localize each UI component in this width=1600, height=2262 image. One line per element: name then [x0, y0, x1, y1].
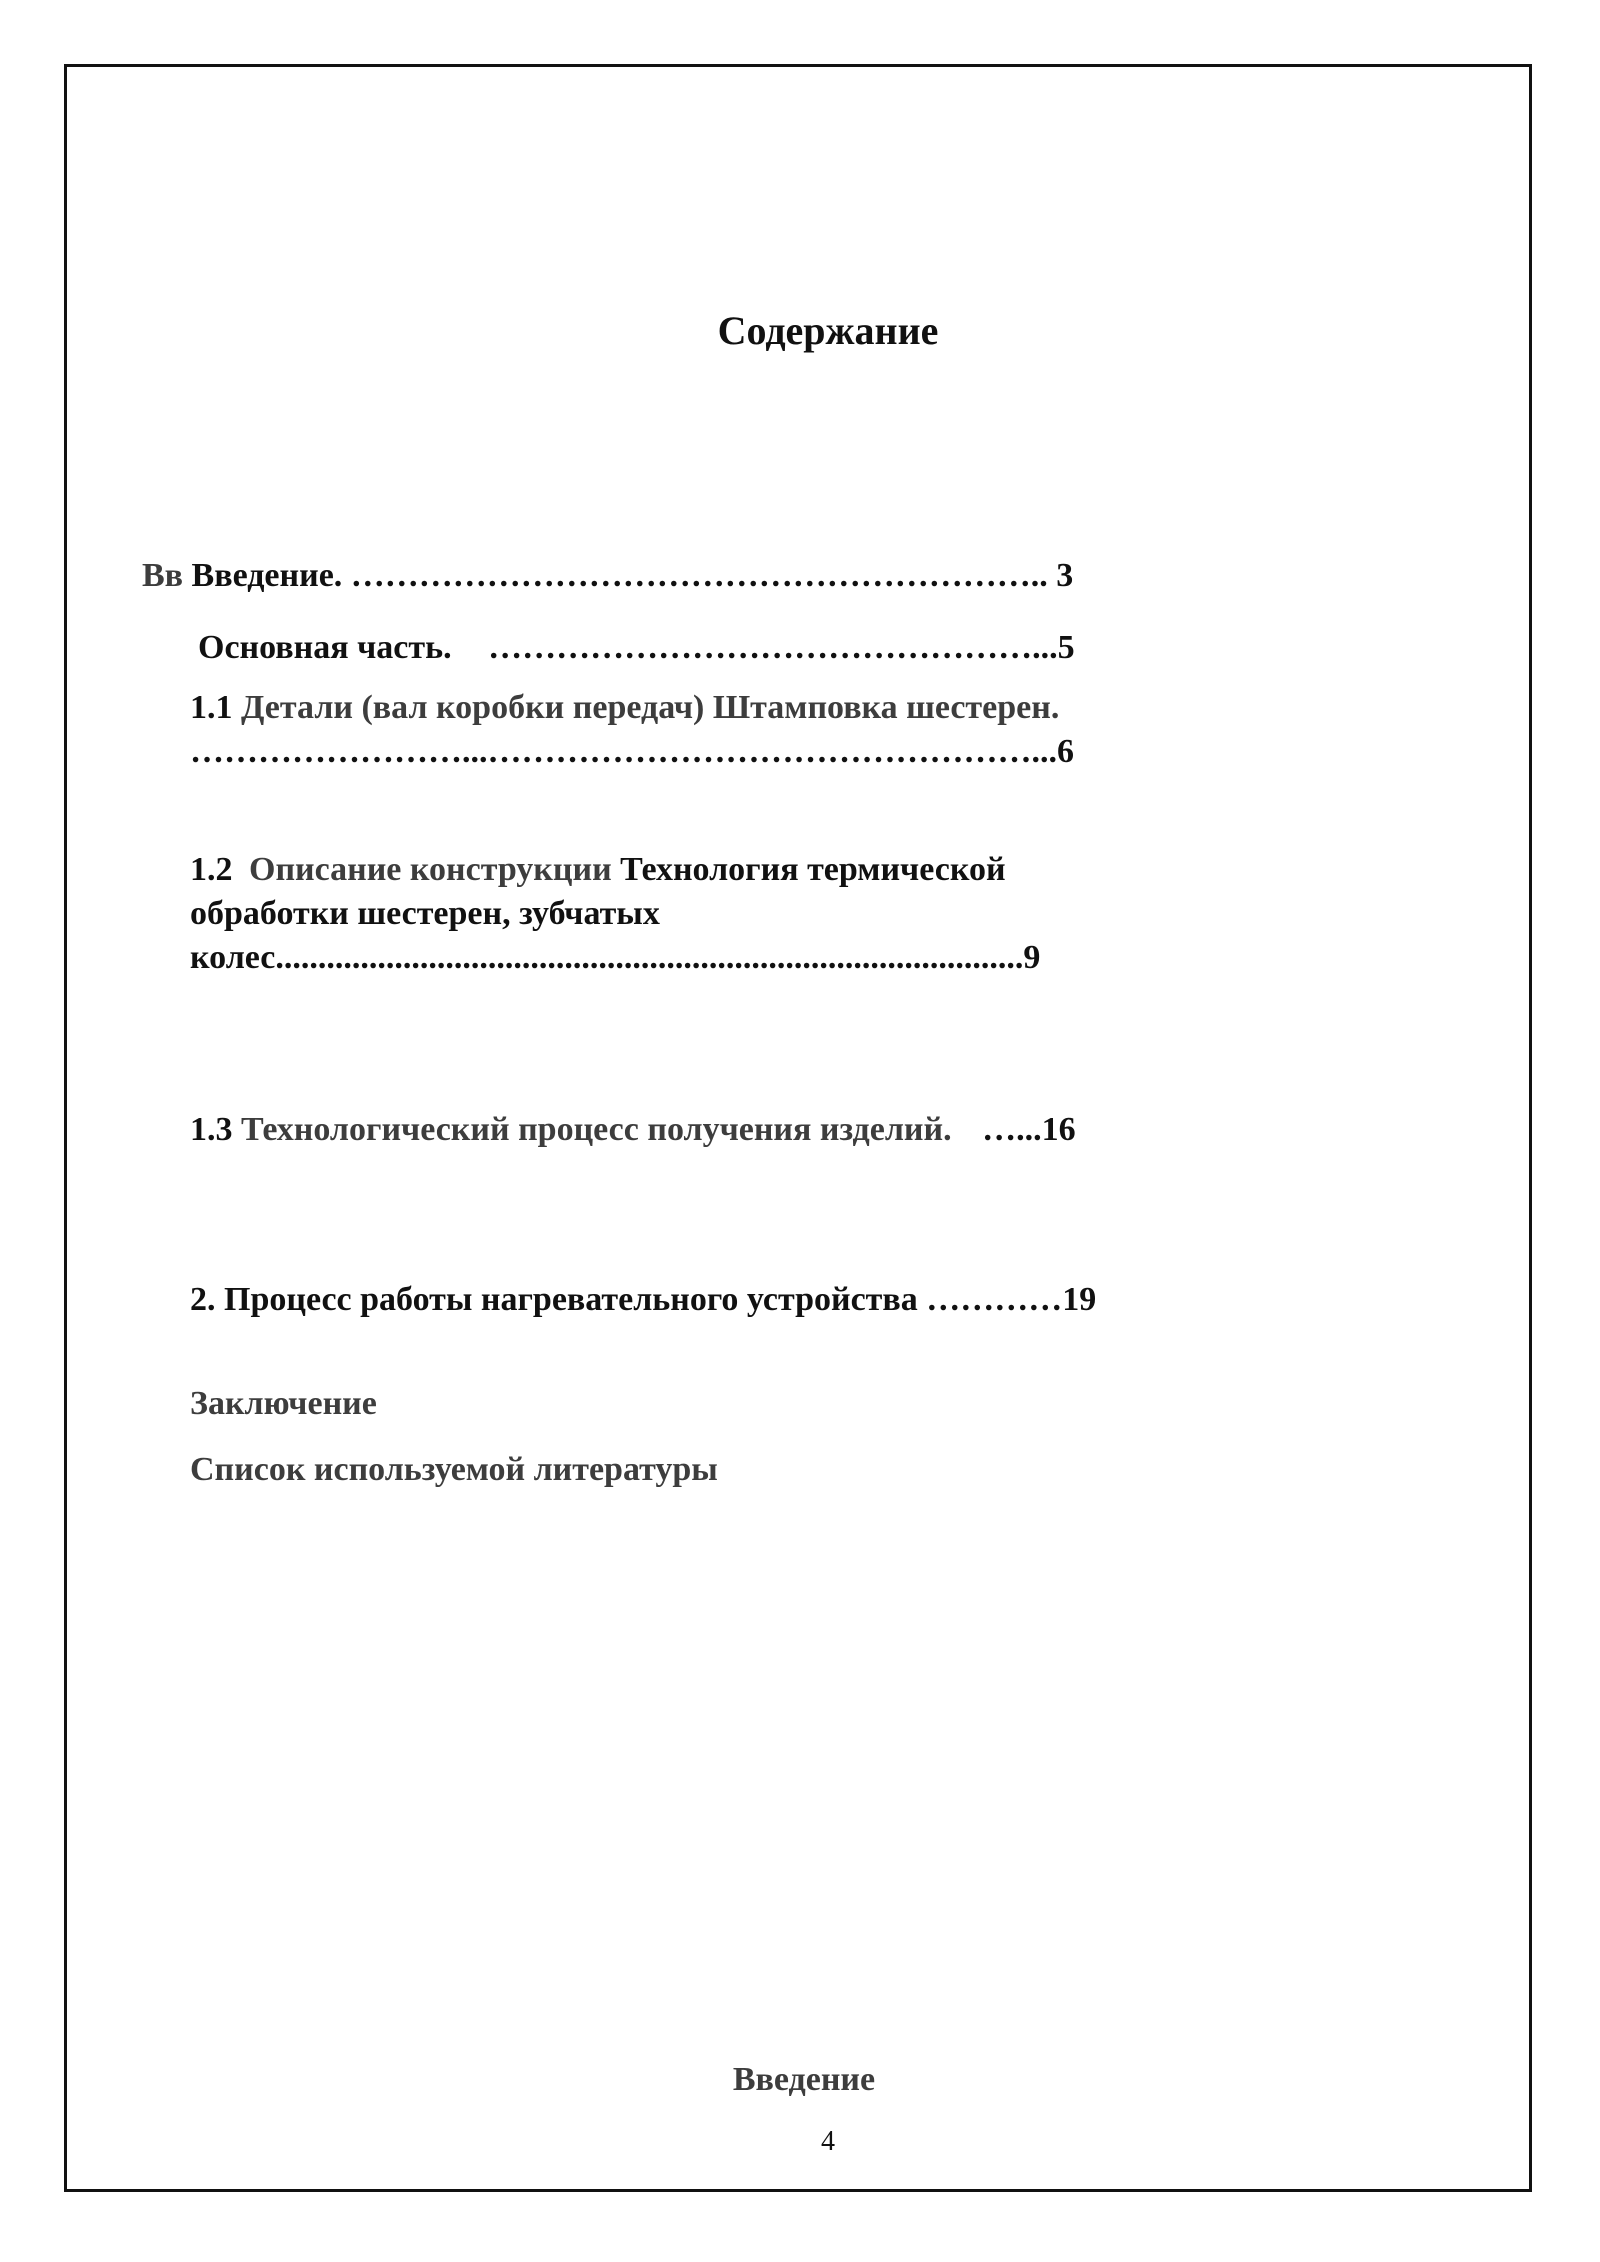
toc-1-1-label-a: Детали (вал коробки передач): [241, 689, 705, 726]
page-number: 4: [821, 2126, 835, 2157]
toc-1-2-label-b: Технология термической: [620, 851, 1006, 888]
toc-1-3-number: 1.3: [190, 1111, 233, 1148]
toc-entry-1-1[interactable]: [190, 686, 1059, 730]
toc-entry-2[interactable]: 2. Процесс работы нагревательного устройства …………19: [190, 1281, 1097, 1318]
toc-intro-prefix: Вв: [142, 557, 184, 594]
toc-entry-1-2[interactable]: [190, 848, 1006, 892]
toc-1-2-line2: обработки шестерен, зубчатых: [190, 895, 660, 932]
toc-1-1-leader: ……………………...…………………………………………...6: [190, 733, 1074, 770]
next-section-heading: Введение: [732, 2061, 876, 2098]
toc-1-1-label-b: Штамповка шестерен.: [712, 689, 1060, 726]
toc-main-part-label: Основная часть.: [198, 629, 452, 666]
toc-entry-intro[interactable]: [142, 554, 1073, 598]
toc-1-3-leader: …...16: [982, 1111, 1076, 1148]
page-title: Содержание: [717, 308, 939, 353]
toc-1-2-label-a: Описание конструкции: [249, 851, 612, 888]
toc-intro-leader: …………………………………………………….. 3: [350, 557, 1074, 594]
toc-main-part-leader: …………………………………………...5: [488, 629, 1075, 666]
toc-1-2-number: 1.2: [190, 851, 233, 888]
toc-entry-references[interactable]: Список используемой литературы: [190, 1451, 718, 1488]
toc-intro-label: Введение.: [191, 557, 343, 594]
toc-1-2-line3: колес........................................................................................9: [190, 939, 1041, 976]
toc-1-3-label: Технологический процесс получения изделий.: [241, 1111, 952, 1148]
toc-entry-main-part[interactable]: [198, 626, 1075, 670]
toc-entry-1-3[interactable]: [190, 1108, 1076, 1152]
toc-1-1-number: 1.1: [190, 689, 233, 726]
toc-entry-conclusion[interactable]: Заключение: [190, 1385, 377, 1422]
